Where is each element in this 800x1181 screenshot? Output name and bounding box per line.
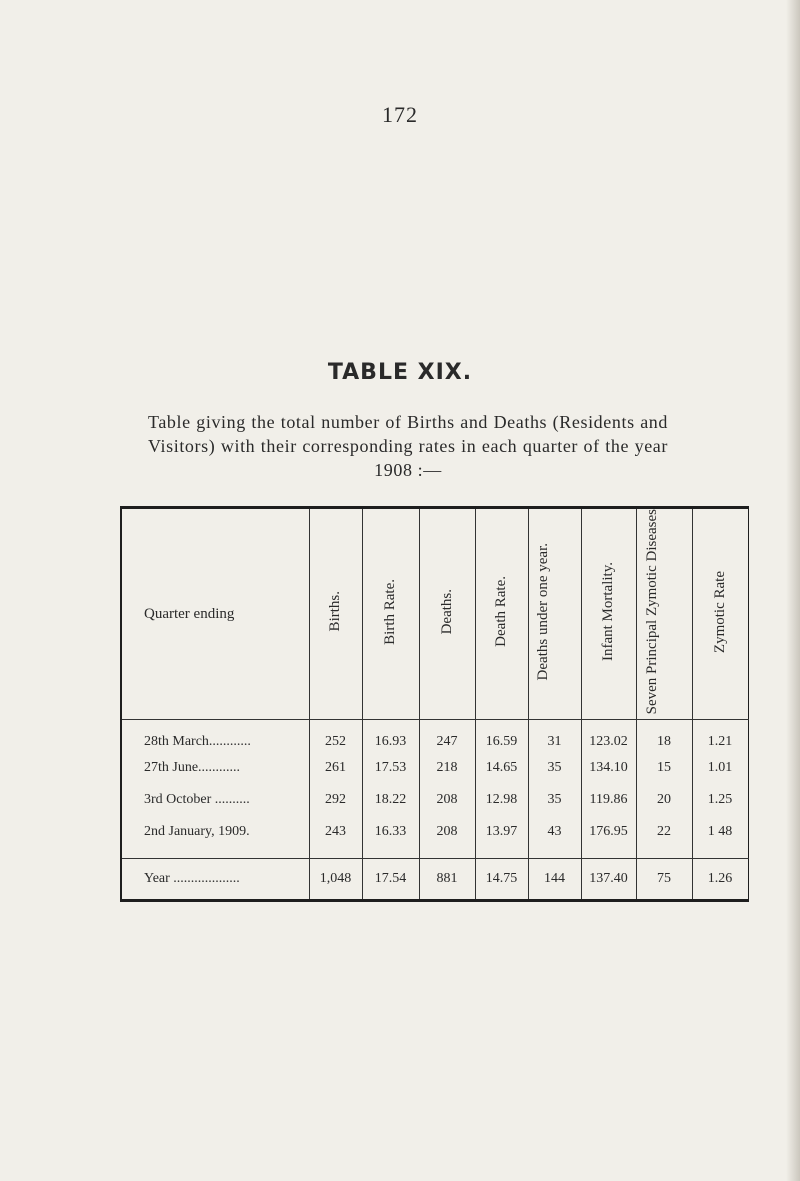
table-cell: 31 (528, 720, 581, 752)
table-cell: 18 (636, 720, 692, 752)
column-header: Death Rate. (475, 508, 528, 720)
table-cell: 261 (309, 752, 362, 784)
row-label: 2nd January, 1909. (144, 823, 250, 839)
statistics-table (120, 506, 749, 902)
row-label: 3rd October .......... (144, 791, 250, 807)
table-cell: 123.02 (581, 720, 636, 752)
table-cell: 12.98 (475, 784, 528, 816)
column-header: Deaths. (419, 508, 475, 720)
table-cell: 1.25 (692, 784, 748, 816)
table-cell: 22 (636, 816, 692, 848)
column-header: Zymotic Rate (692, 508, 748, 720)
table-cell: 75 (636, 858, 692, 900)
row-label: 28th March............ (144, 734, 251, 750)
table-cell: 144 (528, 858, 581, 900)
table-cell: 1,048 (309, 858, 362, 900)
table-cell: 252 (309, 720, 362, 752)
table-cell: 17.53 (362, 752, 419, 784)
table-cell: 20 (636, 784, 692, 816)
table-row (121, 720, 748, 752)
table-cell: 14.65 (475, 752, 528, 784)
page-number: 172 (382, 102, 418, 127)
table-cell: 16.93 (362, 720, 419, 752)
table-cell: 1 48 (692, 816, 748, 848)
table-cell: 292 (309, 784, 362, 816)
header-row (121, 508, 748, 720)
column-header: Birth Rate. (362, 508, 419, 720)
column-header-quarter: Quarter ending (121, 508, 309, 720)
column-header: Infant Mortality. (581, 508, 636, 720)
table-cell: 13.97 (475, 816, 528, 848)
table-cell: 35 (528, 752, 581, 784)
total-row (121, 858, 748, 900)
table-cell: 17.54 (362, 858, 419, 900)
column-header: Seven Principal Zymotic Diseases (636, 508, 692, 720)
table-cell: 119.86 (581, 784, 636, 816)
table-title: TABLE XIX. (327, 360, 473, 385)
table-cell: 14.75 (475, 858, 528, 900)
spacer-row (121, 848, 748, 859)
table-cell: 16.33 (362, 816, 419, 848)
row-label: Year ................... (121, 858, 309, 900)
table-cell: 15 (636, 752, 692, 784)
table-row (121, 784, 748, 816)
table-cell: 176.95 (581, 816, 636, 848)
table-cell: 35 (528, 784, 581, 816)
row-label: 27th June............ (144, 759, 241, 775)
table-cell: 881 (419, 858, 475, 900)
table-cell: 208 (419, 784, 475, 816)
table-cell: 134.10 (581, 752, 636, 784)
table-row (121, 816, 748, 848)
page-edge-shadow (786, 0, 800, 1181)
table-cell: 18.22 (362, 784, 419, 816)
table-cell: 43 (528, 816, 581, 848)
table-cell: 247 (419, 720, 475, 752)
table-cell: 16.59 (475, 720, 528, 752)
table-cell: 208 (419, 816, 475, 848)
table-cell: 137.40 (581, 858, 636, 900)
table-cell: 243 (309, 816, 362, 848)
table-row (121, 752, 748, 784)
column-header: Deaths under one year. (528, 508, 581, 720)
table-cell: 1.26 (692, 858, 748, 900)
table-cell: 1.01 (692, 752, 748, 784)
table-caption: Table giving the total number of Births and Deaths (Residents and Visitors) with their corresponding rates in each quarter of the year 1908 :— (148, 412, 668, 480)
table-cell: 1.21 (692, 720, 748, 752)
table-cell: 218 (419, 752, 475, 784)
table-container (120, 506, 747, 886)
column-header: Births. (309, 508, 362, 720)
